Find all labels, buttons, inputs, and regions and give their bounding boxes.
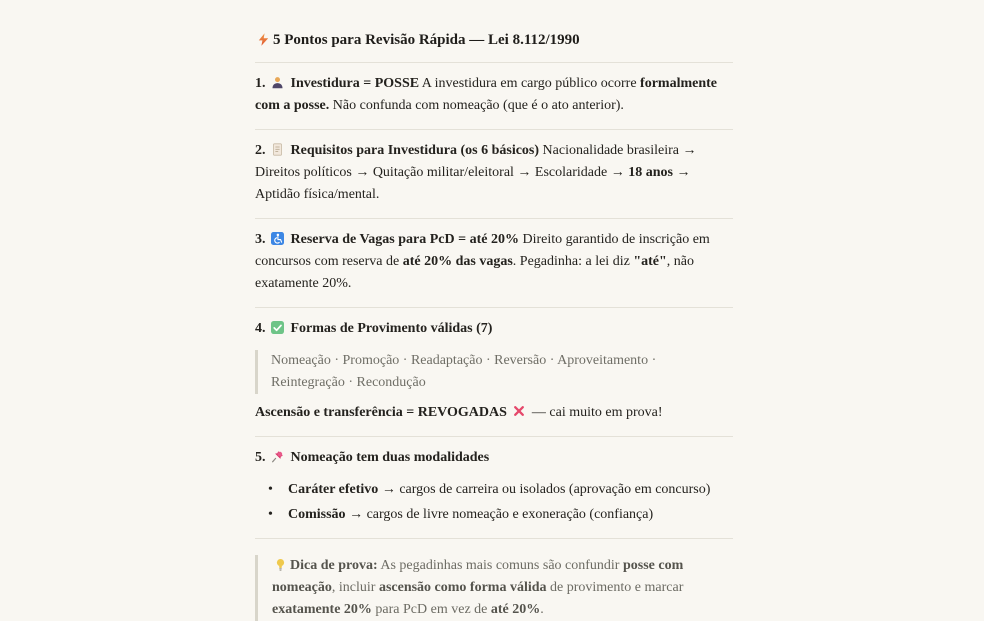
document-icon xyxy=(271,143,284,156)
item-number: 4. xyxy=(255,321,266,336)
list-item-1 xyxy=(255,73,733,117)
modalidades-list xyxy=(255,479,733,526)
person-icon xyxy=(271,76,284,89)
item-text: Reserva de Vagas para PcD = até 20% Direito garantido de inscrição em concursos com reserva de até 20% das vagas. Pegadinha: a lei diz "até", não exatamente 20%. xyxy=(255,232,710,291)
divider xyxy=(255,307,733,308)
provimento-list-quote: Nomeação · Promoção · Readaptação · Reversão · Aproveitamento · Reintegração · Recondução xyxy=(255,350,733,394)
list-item-5 xyxy=(255,447,733,469)
revoked-note-tail: — cai muito em prova! xyxy=(531,405,663,420)
lightbulb-icon xyxy=(274,558,287,571)
revoked-note-bold: Ascensão e transferência = REVOGADAS xyxy=(255,405,507,420)
exam-tip-text: Dica de prova: As pegadinhas mais comuns são confundir posse com nomeação, incluir ascensão como forma válida de provimento e marcar exatamente 20% para PcD em vez de até 20%. xyxy=(272,558,684,617)
section-5 xyxy=(255,447,733,526)
item-number: 2. xyxy=(255,143,266,158)
item-number: 5. xyxy=(255,450,266,465)
item-text: Investidura = POSSE A investidura em cargo público ocorre formalmente com a posse. Não confunda com nomeação (que é o ato anterior). xyxy=(255,76,718,113)
list-item-comissao: • Comissão → cargos de livre nomeação e exoneração (confiança) xyxy=(255,504,733,526)
exam-tip-callout xyxy=(255,555,733,621)
item-text: Requisitos para Investidura (os 6 básicos) Nacionalidade brasileira → Direitos políticos → Quitação militar/eleitoral → Escolaridade → 18 anos → Aptidão física/mental. xyxy=(255,143,697,202)
document-root xyxy=(255,0,733,621)
divider xyxy=(255,218,733,219)
divider xyxy=(255,129,733,130)
check-icon xyxy=(271,321,284,334)
list-item-3 xyxy=(255,229,733,295)
list-item-2 xyxy=(255,140,733,206)
list-item-efetivo: • Caráter efetivo → cargos de carreira ou isolados (aprovação em concurso) xyxy=(255,479,733,501)
wheelchair-icon xyxy=(271,232,284,245)
divider xyxy=(255,538,733,539)
pin-icon xyxy=(271,450,284,463)
section-4 xyxy=(255,318,733,424)
page-title xyxy=(255,0,733,50)
cross-icon xyxy=(513,403,525,415)
page-title-text: 5 Pontos para Revisão Rápida — Lei 8.112/1990 xyxy=(273,32,580,48)
revoked-note xyxy=(255,402,733,424)
list-item-4 xyxy=(255,318,733,340)
item-heading: Formas de Provimento válidas (7) xyxy=(290,321,493,336)
item-number: 1. xyxy=(255,76,266,91)
divider xyxy=(255,62,733,63)
lightning-icon xyxy=(257,33,270,46)
divider xyxy=(255,436,733,437)
item-heading: Nomeação tem duas modalidades xyxy=(290,450,490,465)
item-number: 3. xyxy=(255,232,266,247)
